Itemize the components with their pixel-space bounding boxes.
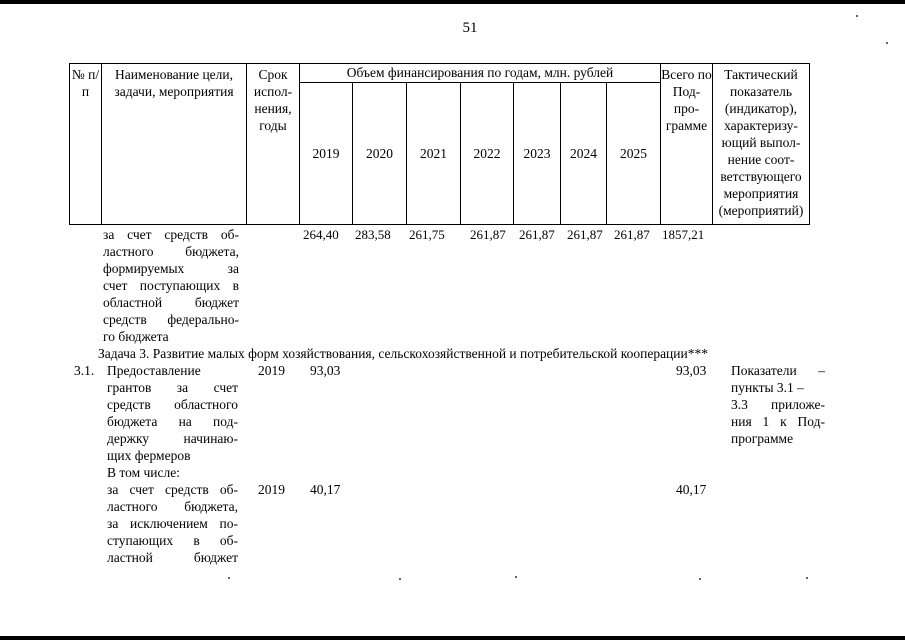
row-3-1-term: 2019: [258, 363, 285, 378]
task3-title: Задача 3. Развитие малых форм хозяйствования, сельскохозяйственной и потребительской кооперации***: [98, 346, 708, 361]
scan-speck: [399, 578, 401, 580]
page-number: 51: [462, 20, 478, 36]
header-name: Наименование цели, задачи, мероприятия: [102, 64, 247, 225]
row-federal-name-line: областной бюджет: [103, 295, 239, 310]
row-3-1-value-2019: 93,03: [310, 363, 341, 378]
row-federal-name-line: за счет средств об-: [103, 227, 239, 242]
header-indicator: Тактический показатель (индикатор), характеризу- ющий выпол- нение соот- ветствующего мероприятия (мероприятий): [713, 64, 810, 225]
row-federal-value: 261,87: [614, 227, 650, 242]
scan-speck: [699, 578, 701, 580]
row-3-1-name-line: средств областного: [107, 397, 238, 412]
row-federal-value: 283,58: [355, 227, 391, 242]
row-regional-value-2019: 40,17: [310, 482, 341, 497]
row-3-1-name-line: грантов за счет: [107, 380, 238, 395]
row-3-1-indicator-line: 3.3 приложе-: [731, 397, 825, 412]
table-header: [69, 63, 810, 225]
header-year: 2019: [300, 83, 353, 225]
row-federal-value: 261,87: [470, 227, 506, 242]
row-regional-name-line: за исключением по-: [107, 516, 238, 531]
bottom-border: [0, 636, 905, 640]
header-term: Срок испол- нения, годы: [247, 64, 300, 225]
row-3-1-indicator-line: пункты 3.1 –: [731, 380, 804, 395]
row-3-1-indicator-line: ния 1 к Под-: [731, 414, 825, 429]
row-3-1-name-line: щих фермеров: [107, 448, 191, 463]
row-3-1-indicator-line: Показатели –: [731, 363, 825, 378]
scan-speck: [856, 15, 858, 17]
row-3-1-name-line: держку начинаю-: [107, 431, 238, 446]
row-3-1-name-line: бюджета на под-: [107, 414, 238, 429]
header-year: 2020: [353, 83, 407, 225]
row-3-1-name-line: Предоставление: [107, 363, 201, 378]
row-3-1-number: 3.1.: [74, 363, 95, 378]
row-federal-name-line: средств федерально-: [103, 312, 239, 327]
row-federal-name-line: ластного бюджета,: [103, 244, 239, 259]
scan-speck: [515, 576, 517, 578]
top-border: [0, 0, 905, 4]
header-year: 2024: [561, 83, 607, 225]
scan-speck: [806, 577, 808, 579]
row-regional-name-line: за счет средств об-: [107, 482, 238, 497]
header-year: 2021: [407, 83, 461, 225]
row-federal-value: 264,40: [303, 227, 339, 242]
scan-speck: [886, 42, 888, 44]
row-federal-name-line: формируемых за: [103, 261, 239, 276]
header-year: 2022: [461, 83, 514, 225]
row-federal-value: 261,87: [519, 227, 555, 242]
row-regional-name-line: ступающих в об-: [107, 533, 238, 548]
row-regional-name-line: ластного бюджета,: [107, 499, 238, 514]
header-total: Всего по Под- про- грамме: [661, 64, 713, 225]
row-3-1-total: 93,03: [676, 363, 707, 378]
row-regional-name-line: ластной бюджет: [107, 550, 238, 565]
header-year: 2023: [514, 83, 561, 225]
row-federal-value: 261,75: [409, 227, 445, 242]
scan-speck: [228, 577, 230, 579]
row-federal-total: 1857,21: [662, 227, 705, 242]
header-year: 2025: [607, 83, 661, 225]
row-3-1-indicator-line: программе: [731, 431, 794, 446]
row-federal-value: 261,87: [567, 227, 603, 242]
row-federal-name-line: го бюджета: [103, 329, 169, 344]
row-regional-total: 40,17: [676, 482, 707, 497]
row-regional-term: 2019: [258, 482, 285, 497]
row-federal-name-line: счет поступающих в: [103, 278, 239, 293]
including-label: В том числе:: [107, 465, 180, 480]
header-funding: Объем финансирования по годам, млн. рублей: [300, 64, 661, 83]
header-number: № п/п: [70, 64, 102, 225]
